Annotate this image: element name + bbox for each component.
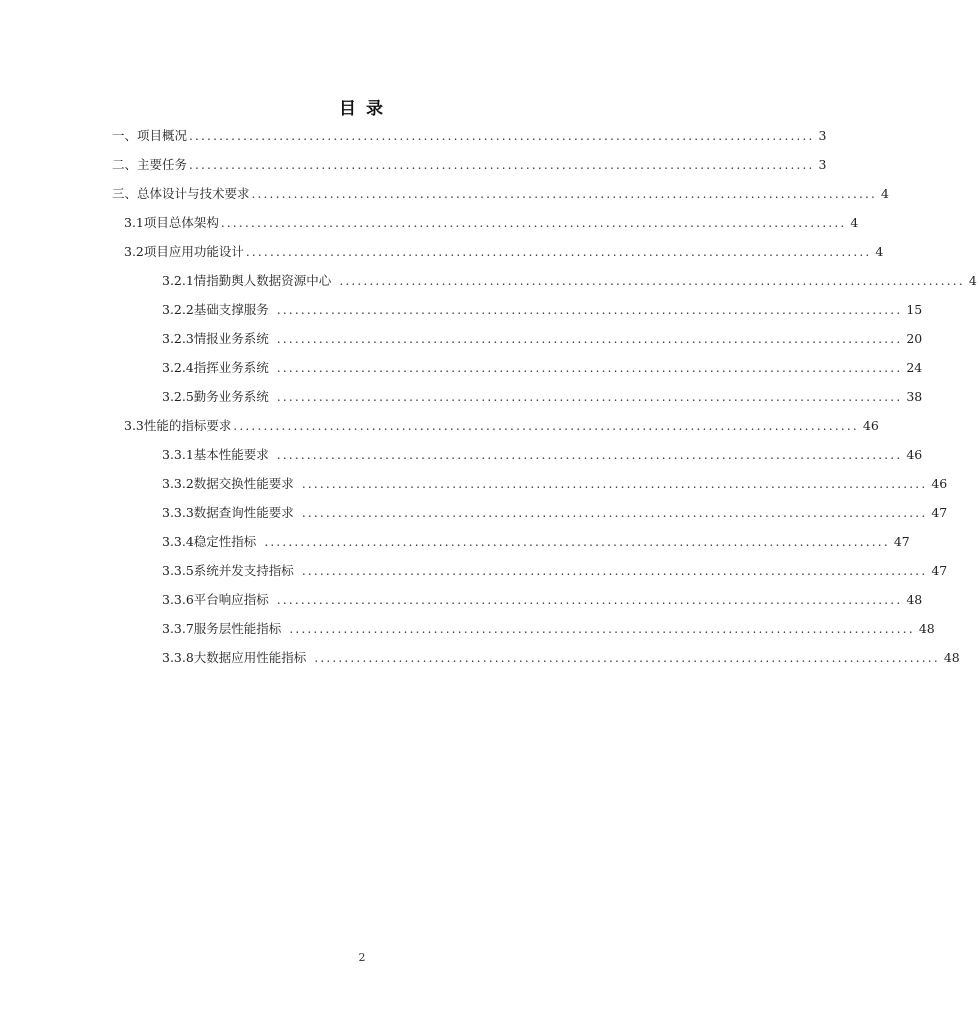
toc-entry-page: 46 (906, 447, 923, 462)
toc-entry-label: 3.3.3数据查询性能要求 (162, 505, 294, 520)
toc-entry-label: 3.3.2数据交换性能要求 (162, 476, 294, 491)
toc-title: 目 录 (339, 99, 385, 119)
toc-entry-label: 二、主要任务 (112, 157, 188, 172)
toc-entry-page: 3 (818, 157, 827, 172)
toc-leader-dots: ........................................................................................................ (245, 245, 872, 259)
toc-leader-dots: ........................................................................................................ (258, 535, 890, 549)
toc-entry-3-2-5[interactable] (162, 387, 923, 407)
toc-entry-3-2-3[interactable] (162, 329, 923, 349)
toc-entry-label: 3.3性能的指标要求 (124, 418, 232, 433)
toc-entry-3-2[interactable] (124, 242, 884, 262)
page-number: 2 (358, 951, 366, 964)
toc-leader-dots: ........................................................................................................ (333, 274, 965, 288)
toc-leader-dots: ........................................................................................................ (189, 129, 815, 143)
toc-entry-page: 47 (931, 563, 948, 578)
toc-leader-dots: ........................................................................................................ (270, 303, 903, 317)
toc-entry-label: 3.2.2基础支撑服务 (162, 302, 269, 317)
toc-entry-label: 3.2.1情指勤舆人数据资源中心 (162, 273, 332, 288)
toc-leader-dots: ........................................................................................................ (270, 332, 903, 346)
toc-entry-page: 4 (968, 273, 977, 288)
toc-entry-label: 一、项目概况 (112, 128, 188, 143)
toc-leader-dots: ........................................................................................................ (233, 419, 859, 433)
toc-entry-label: 3.2.5勤务业务系统 (162, 389, 269, 404)
toc-entry-label: 3.3.5系统并发支持指标 (162, 563, 294, 578)
toc-entry-page: 46 (931, 476, 948, 491)
toc-entry-label: 3.3.6平台响应指标 (162, 592, 269, 607)
toc-entry-label: 3.3.8大数据应用性能指标 (162, 650, 307, 665)
toc-leader-dots: ........................................................................................................ (283, 622, 915, 636)
toc-entry-3-3[interactable] (124, 416, 879, 436)
toc-entry-page: 47 (931, 505, 948, 520)
toc-entry-label: 3.2.4指挥业务系统 (162, 360, 269, 375)
toc-leader-dots: ........................................................................................................ (295, 506, 928, 520)
toc-entry-3-3-5[interactable] (162, 561, 948, 581)
toc-entry-page: 3 (818, 128, 827, 143)
toc-entry-label: 3.3.4稳定性指标 (162, 534, 257, 549)
toc-leader-dots: ........................................................................................................ (189, 158, 815, 172)
toc-entry-3-2-2[interactable] (162, 300, 923, 320)
toc-entry-label: 3.2.3情报业务系统 (162, 331, 269, 346)
toc-entry-label: 三、总体设计与技术要求 (112, 186, 250, 201)
toc-entry-page: 48 (918, 621, 935, 636)
toc-entry-3-2-1[interactable] (162, 271, 977, 291)
toc-leader-dots: ........................................................................................................ (270, 448, 903, 462)
toc-leader-dots: ........................................................................................................ (295, 477, 928, 491)
toc-leader-dots: ........................................................................................................ (270, 361, 903, 375)
toc-entry-page: 47 (893, 534, 910, 549)
toc-entry-page: 15 (906, 302, 923, 317)
toc-entry-3-3-2[interactable] (162, 474, 948, 494)
toc-entry-3-3-1[interactable] (162, 445, 923, 465)
toc-entry-1[interactable] (112, 126, 827, 146)
toc-entry-3-1[interactable] (124, 213, 859, 233)
toc-entry-3-3-4[interactable] (162, 532, 910, 552)
toc-entry-page: 20 (906, 331, 923, 346)
toc-entry-page: 4 (881, 186, 889, 201)
toc-entry-page: 46 (862, 418, 879, 433)
toc-entry-label: 3.3.7服务层性能指标 (162, 621, 282, 636)
toc-entry-3[interactable] (112, 184, 889, 204)
toc-leader-dots: ........................................................................................................ (270, 593, 903, 607)
toc-leader-dots: ........................................................................................................ (220, 216, 847, 230)
toc-entry-label: 3.3.1基本性能要求 (162, 447, 269, 462)
toc-entry-page: 24 (906, 360, 923, 375)
toc-entry-page: 38 (906, 389, 923, 404)
toc-entry-3-3-3[interactable] (162, 503, 948, 523)
toc-entry-page: 48 (943, 650, 960, 665)
toc-entry-3-2-4[interactable] (162, 358, 923, 378)
toc-entry-page: 4 (850, 215, 859, 230)
toc-leader-dots: ........................................................................................................ (270, 390, 903, 404)
toc-entry-3-3-7[interactable] (162, 619, 935, 639)
toc-entry-label: 3.2项目应用功能设计 (124, 244, 244, 259)
toc-entry-page: 48 (906, 592, 923, 607)
toc-leader-dots: ........................................................................................................ (251, 187, 878, 201)
toc-entry-label: 3.1项目总体架构 (124, 215, 219, 230)
toc-entry-2[interactable] (112, 155, 827, 175)
toc-leader-dots: ........................................................................................................ (295, 564, 928, 578)
toc-leader-dots: ........................................................................................................ (308, 651, 940, 665)
toc-entry-3-3-6[interactable] (162, 590, 923, 610)
toc-entry-page: 4 (875, 244, 884, 259)
toc-entry-3-3-8[interactable] (162, 648, 960, 668)
